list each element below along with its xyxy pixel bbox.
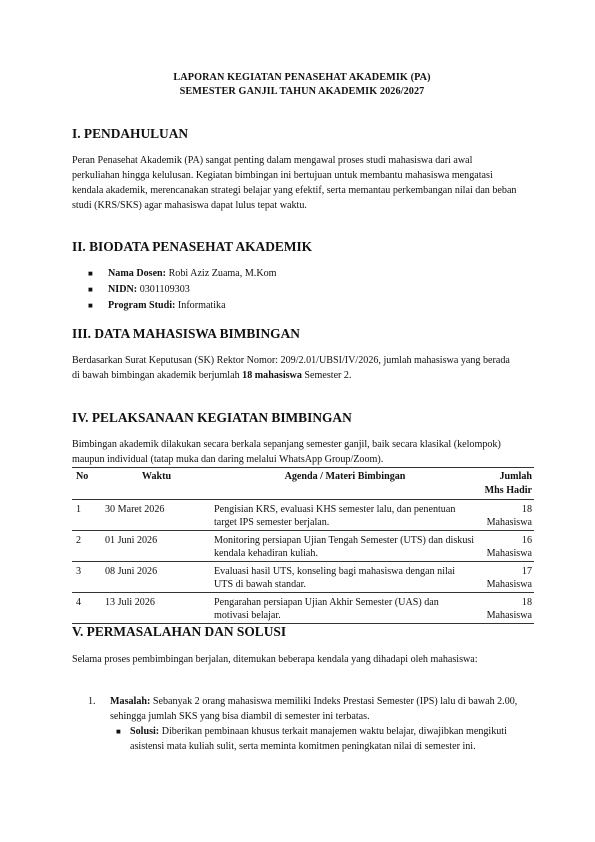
table-cell-jumlah: 17 Mahasiswa xyxy=(486,566,532,590)
problem-text xyxy=(88,694,518,724)
table-cell-no: 4 xyxy=(76,597,82,608)
bullet-icon: ■ xyxy=(88,269,93,278)
biodata-item-prodi xyxy=(88,298,226,314)
problem-number: 1. xyxy=(88,696,96,707)
table-cell-no: 3 xyxy=(76,566,82,577)
table-header-no: No xyxy=(76,471,89,482)
section-heading-data-mahasiswa: III. DATA MAHASISWA BIMBINGAN xyxy=(72,326,300,341)
table-row xyxy=(72,562,534,593)
report-title-line1: LAPORAN KEGIATAN PENASEHAT AKADEMIK (PA) xyxy=(173,72,431,83)
biodata-value: Informatika xyxy=(175,300,226,311)
section-body-pelaksanaan: Bimbingan akademik dilakukan secara berkala sepanjang semester ganjil, baik secara klasikal (kelompok) maupun individual (tatap muka dan daring melalui WhatsApp Group/Zoom). xyxy=(72,439,501,465)
biodata-value: Robi Aziz Zuama, M.Kom xyxy=(166,268,277,279)
solution-text xyxy=(116,724,516,754)
report-title-line2: SEMESTER GANJIL TAHUN AKADEMIK 2026/2027 xyxy=(179,86,425,97)
table-cell-agenda: Pengisian KRS, evaluasi KHS semester lalu, dan penentuan target IPS semester berjalan. xyxy=(214,504,456,528)
table-cell-waktu: 13 Juli 2026 xyxy=(105,597,155,608)
bullet-icon: ■ xyxy=(88,285,93,294)
section-heading-pendahuluan: I. PENDAHULUAN xyxy=(72,126,189,141)
solution-label: Solusi: xyxy=(130,726,160,737)
section-body-data-mahasiswa xyxy=(72,353,517,383)
table-cell-agenda: Pengarahan persiapan Ujian Akhir Semester (UAS) dan motivasi belajar. xyxy=(214,597,439,621)
table-row xyxy=(72,500,534,531)
table-cell-waktu: 08 Juni 2026 xyxy=(105,566,158,577)
section-body-permasalahan: Selama proses pembimbingan berjalan, ditemukan beberapa kendala yang dihadapi oleh mahasiswa: xyxy=(72,654,478,665)
section-body-pendahuluan: Peran Penasehat Akademik (PA) sangat penting dalam mengawal proses studi mahasiswa dari awal perkuliahan hingga kelulusan. Kegiatan bimbingan ini bertujuan untuk membantu mahasiswa mengatasi kendala akademik, merencanakan strategi belajar yang efektif, serta memantau perkembangan nilai dan beban studi (KRS/SKS) agar mahasiswa dapat lulus tepat waktu. xyxy=(72,155,517,211)
section-heading-pelaksanaan: IV. PELAKSANAAN KEGIATAN BIMBINGAN xyxy=(72,410,352,425)
table-cell-waktu: 01 Juni 2026 xyxy=(105,535,158,546)
section-heading-biodata: II. BIODATA PENASEHAT AKADEMIK xyxy=(72,239,313,254)
problem-item xyxy=(88,694,518,724)
table-row xyxy=(72,531,534,562)
biodata-item-nama xyxy=(88,266,277,282)
table-row xyxy=(72,593,534,624)
table-cell-waktu: 30 Maret 2026 xyxy=(105,504,165,515)
table-cell-agenda: Evaluasi hasil UTS, konseling bagi mahasiswa dengan nilai UTS di bawah standar. xyxy=(214,566,456,590)
bullet-icon: ■ xyxy=(116,727,121,736)
bullet-icon: ■ xyxy=(88,301,93,310)
section-heading-permasalahan: V. PERMASALAHAN DAN SOLUSI xyxy=(72,624,287,639)
table-cell-agenda: Monitoring persiapan Ujian Tengah Semester (UTS) dan diskusi kendala kehadiran kuliah. xyxy=(214,535,475,559)
body-text-end: Semester 2. xyxy=(301,370,352,381)
table-cell-jumlah: 18 Mahasiswa xyxy=(486,597,532,621)
problem-description: Sebanyak 2 orang mahasiswa memiliki Indeks Prestasi Semester (IPS) lalu di bawah 2.00, sehingga jumlah SKS yang bisa diambil di semester ini terbatas. xyxy=(110,696,518,722)
solution-item xyxy=(116,724,516,754)
biodata-label: Program Studi: xyxy=(108,300,176,311)
body-text: Berdasarkan Surat Keputusan (SK) Rektor Nomor: 209/2.01/UBSI/IV/2026, jumlah mahasiswa yang berada di bawah bimbingan akademik berjumlah xyxy=(72,355,510,381)
student-count: 18 mahasiswa xyxy=(242,370,302,381)
table-header-jumlah: Jumlah Mhs Hadir xyxy=(484,471,532,496)
biodata-label: Nama Dosen: xyxy=(108,268,167,279)
biodata-item-nidn xyxy=(88,282,190,298)
table-header-agenda: Agenda / Materi Bimbingan xyxy=(284,471,406,482)
table-cell-no: 1 xyxy=(76,504,82,515)
table-cell-jumlah: 18 Mahasiswa xyxy=(486,504,532,528)
biodata-value: 0301109303 xyxy=(137,284,190,295)
table-header-row xyxy=(72,468,534,500)
table-cell-no: 2 xyxy=(76,535,82,546)
solution-description: Diberikan pembinaan khusus terkait manajemen waktu belajar, diwajibkan mengikuti asistensi mata kuliah sulit, serta meminta komitmen peningkatan nilai di semester ini. xyxy=(130,726,507,752)
problem-label: Masalah: xyxy=(110,696,151,707)
schedule-table xyxy=(72,467,534,624)
table-cell-jumlah: 16 Mahasiswa xyxy=(486,535,532,559)
table-header-waktu: Waktu xyxy=(141,471,172,482)
biodata-label: NIDN: xyxy=(108,284,138,295)
